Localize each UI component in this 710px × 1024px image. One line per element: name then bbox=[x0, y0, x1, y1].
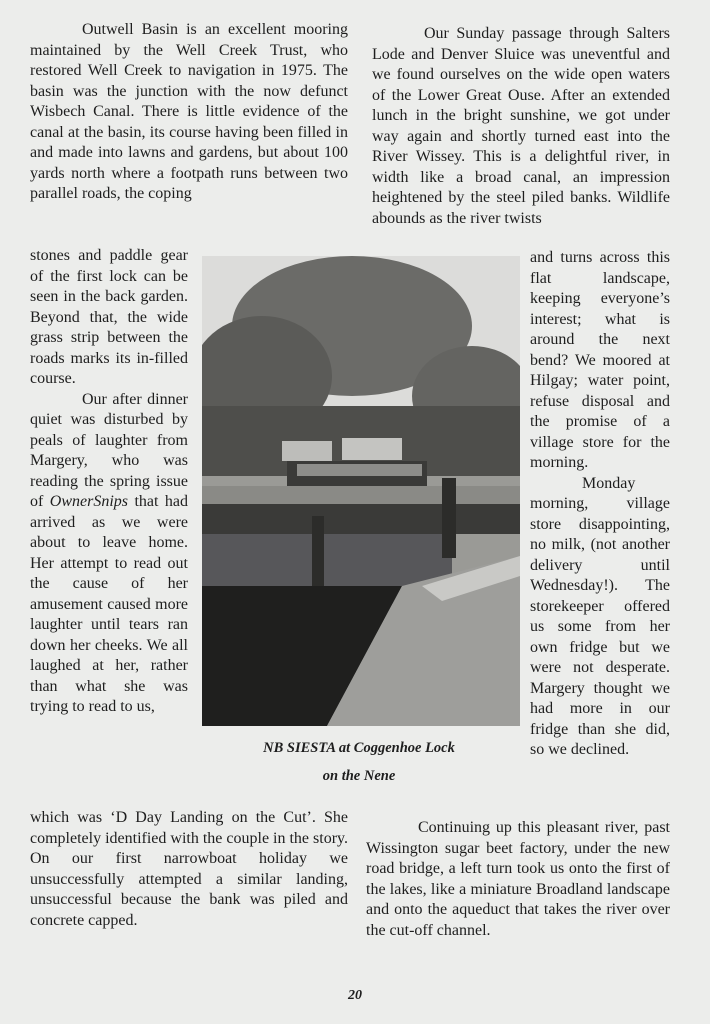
paragraph-monday: Monday morning, village store disappointing, no milk, (not another delivery until Wednesday!). The storekeeper offered us some from her own fridge but we were not desperate. Margery thought we had more in our fridge than she did, so we declined. bbox=[530, 474, 670, 758]
article-column-right-narrow bbox=[530, 248, 670, 761]
magazine-name: OwnerSnips bbox=[49, 493, 129, 510]
paragraph-after-dinner bbox=[30, 390, 188, 718]
paragraph-lock-remains: stones and paddle gear of the first lock can be seen in the back garden. Beyond that, the wide grass strip between the roads marks its in-filled course. bbox=[30, 247, 188, 387]
lock-photo-image bbox=[202, 256, 520, 726]
photo-caption-line2: on the Nene bbox=[322, 768, 396, 784]
lock-photo bbox=[202, 256, 520, 726]
paragraph-hilgay: and turns across this flat landscape, keeping everyone’s interest; what is around the next bend? We moored at Hilgay; water point, refuse disposal and the promise of a village store for the morning. bbox=[530, 249, 670, 471]
paragraph-continuing: Continuing up this pleasant river, past Wissington sugar beet factory, under the new road bridge, a left turn took us onto the first of the lakes, like a miniature Broadland landscape and onto the aqueduct that takes the river over the cut-off channel. bbox=[366, 819, 670, 939]
paragraph-d-day-landing: which was ‘D Day Landing on the Cut’. She completely identified with the couple in the story. On our first narrowboat holiday we unsuccessfully attempted a similar landing, unsuccessful because the bank was piled and concrete capped. bbox=[30, 809, 348, 929]
paragraph-after-dinner-text-continued: that had arrived as we were about to leave home. Her attempt to read out the cause of her amusement caused more laughter until tears ran down her cheeks. We all laughed at her, rather than what she was trying to read to us, bbox=[30, 493, 189, 715]
paragraph-outwell-basin: Outwell Basin is an excellent mooring maintained by the Well Creek Trust, who restored Well Creek to navigation in 1975. The basin was the junction with the now defunct Wisbech Canal. There is little evidence of the canal at the basin, its course having been filled in and made into lawns and gardens, but about 100 yards north where a footpath runs between two parallel roads, the coping bbox=[30, 21, 348, 202]
article-column-left bbox=[30, 20, 348, 205]
paragraph-after-dinner-text: Our after dinner quiet was disturbed by peals of laughter from Margery, who was reading the spring issue of bbox=[30, 390, 188, 510]
article-column-right bbox=[372, 24, 670, 229]
article-column-bottom-left bbox=[30, 808, 348, 931]
paragraph-sunday-passage: Our Sunday passage through Salters Lode and Denver Sluice was uneventful and we found ourselves on the wide open waters of the Lower Great Ouse. After an extended lunch in the bright sunshine, we got under way again and shortly turned east into the River Wissey. This is a delightful river, in width like a broad canal, an impression heightened by the steel piled banks. Wildlife abounds as the river twists bbox=[372, 25, 670, 227]
article-column-bottom-right bbox=[366, 818, 670, 941]
page-number: 20 bbox=[348, 988, 362, 1003]
article-column-left-narrow bbox=[30, 246, 188, 718]
photo-caption-line1: NB SIESTA at Coggenhoe Lock bbox=[263, 740, 455, 756]
